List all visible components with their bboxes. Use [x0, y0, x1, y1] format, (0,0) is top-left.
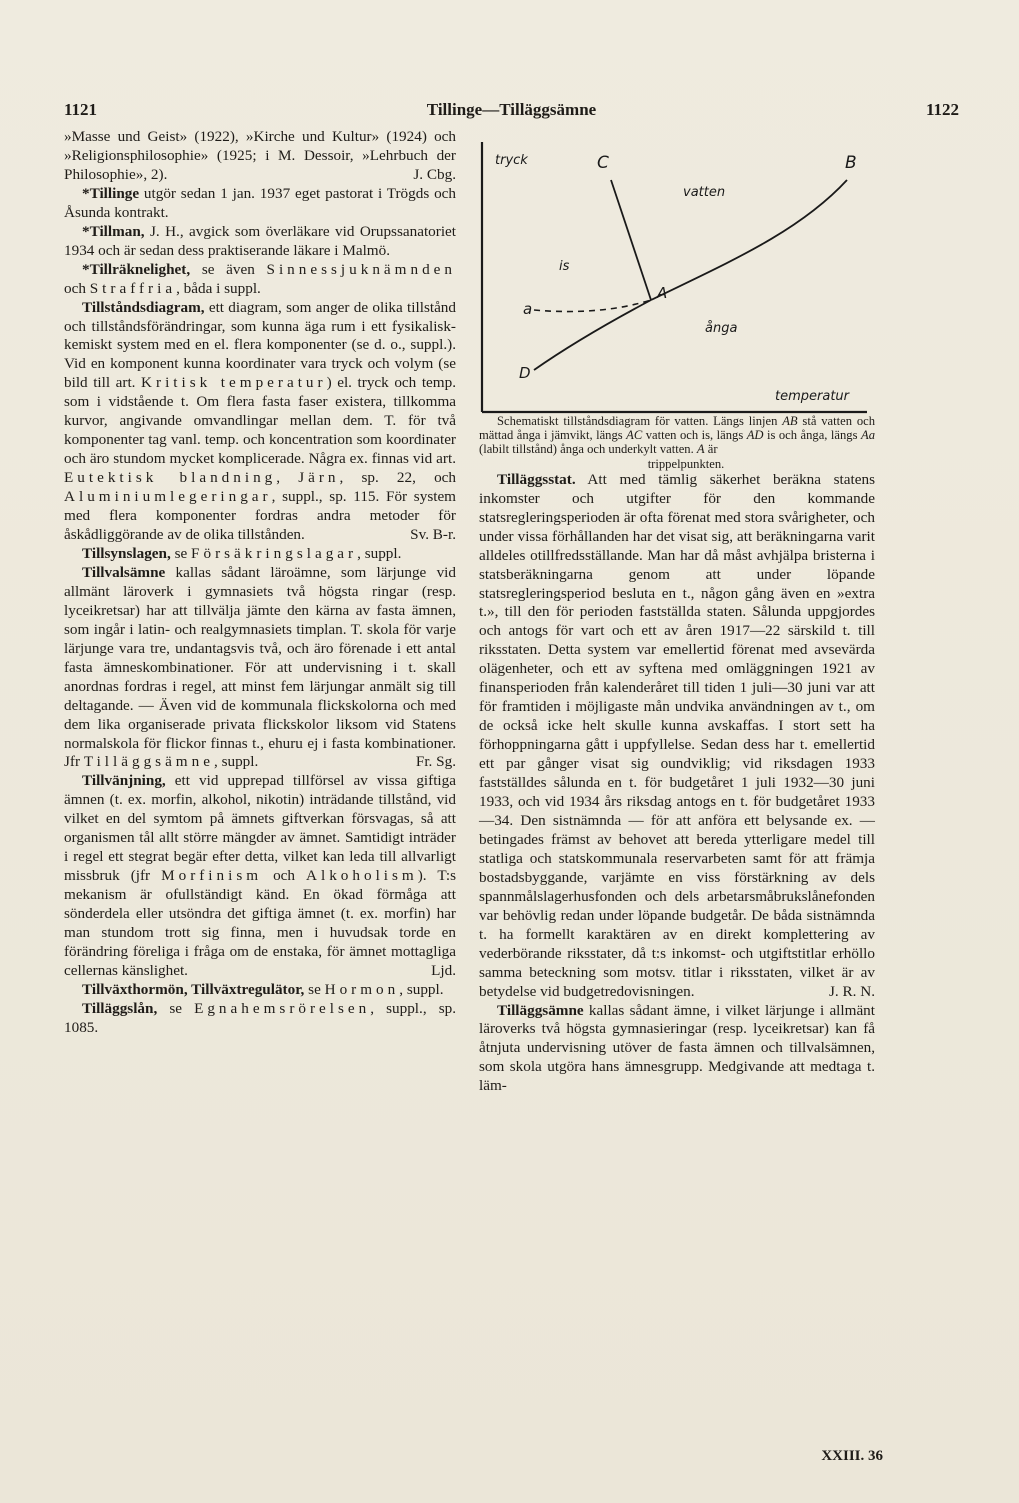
entry-headword: Tillvalsämne: [82, 563, 166, 581]
cross-reference[interactable]: Straffria: [89, 279, 177, 297]
page-header: [64, 100, 959, 124]
entry-headword: Tillvänjning,: [82, 772, 166, 790]
entry-headword: *Tillräknelighet,: [82, 260, 191, 278]
region-label-vapor: ånga: [705, 321, 738, 336]
cross-reference[interactable]: Sinnessjuknämnden: [266, 260, 456, 278]
entry-tillaggsamne: Tilläggsämne kallas sådant ämne, i vilket lärjunge i allmänt läroverks två högsta gymnasieringar (resp. lyceikretsar) kan få åtnjuta undervisning utöver de fasta ämnen och tillvalsämnen, som skola utgöra hans ämnesgrupp. Medgivande att medtaga t. läm-: [479, 1001, 875, 1095]
point-label-A: A: [657, 284, 668, 302]
entry-headword: Tilläggsstat.: [497, 470, 576, 488]
cross-reference[interactable]: Järn: [298, 469, 340, 487]
author-signature: Ljd.: [431, 961, 456, 979]
running-title: Tillinge—Tilläggsämne: [426, 100, 597, 119]
author-signature: Sv. B-r.: [410, 526, 456, 544]
entry-tillinge: *Tillinge utgör sedan 1 jan. 1937 eget pastorat i Trögds och Åsunda kontrakt.: [64, 184, 456, 221]
cross-reference[interactable]: Aluminiumlegeringar: [64, 488, 272, 506]
entry-tillaggslan: Tilläggslån, se Egnahemsrörelsen, suppl., sp. 1085.: [64, 999, 456, 1036]
point-label-D: D: [519, 364, 531, 382]
entry-headword: *Tillman,: [82, 222, 145, 240]
figure-caption: Schematiskt tillståndsdiagram för vatten. Längs linjen AB stå vatten och mättad ånga i jämvikt, längs AC vatten och is, längs AD is och ånga, längs Aa (labilt tillstånd) ånga och underkylt vatten. A är trippelpunkten.: [479, 414, 875, 471]
entry-tillsynslagen: Tillsynslagen, se Försäkringslagar, suppl.: [82, 544, 402, 562]
cross-reference[interactable]: Hormon: [324, 980, 400, 998]
entry-tillaggsstat: Tilläggsstat. Att med tämlig säkerhet beräkna statens inkomster och utgifter för den kommande statsregleringsperioden är ofta förenat med stora svårigheter, och under vissa förhållanden har det visat sig, att beräkningarna varit alldeles otillfredsställande. Man har då måst avhjälpa bristerna i statsberäkningarna genom att under löpande statsregleringsperiod besluta en t., någon gång även en »extra t.», till den för perioden fastställda staten. Sålunda uppgjordes och antogs för vart och ett av åren 1917—22 särskild t. till riksstaten. Detta system var emellertid förenat med avsevärda olägenheter, och ett av syftena med omläggningen 1921 av finansperioden från kalenderåret till tiden 1 juli—30 juni var att för framtiden i möjligaste mån undvika användningen av t., om de också icke helt skulle kunna avskaffas. I stort sett ha förhoppningarna gått i uppfyllelse. Sedan dess har t. emellertid ett par gånger visat sig oundviklig; vid riksdagen 1933 fastställdes sålunda en t. för budgetåret 1 juli 1932—30 juni 1933, och vid 1934 års riksdag antogs en t. för budgetåret 1933—34. Den sistnämnda — för att anföra ett belysande ex. — betingades främst av behovet att bereda ytterligare medel till statliga och statskommunala reservarbeten samt för att främja bostadsbyggande, varjämte en viss förstärkning av dels spannmålslagerhusfonden och dels arbetarsmåbrukslånefonden var behövlig redan under löpande budgetår. De båda sistnämnda t. ha formellt karaktären av en direkt komplettering av vederbörande riksstater, då t:s inkomst- och utgiftstitlar erhöllo samma beteckning som motsv. titlar i riksstaten, vilket är av betydelse vid budgetredovisningen. J. R. N.: [479, 470, 875, 1000]
cross-reference[interactable]: Kritisk temperatur: [141, 374, 327, 392]
axis-label-temperature: temperatur: [775, 389, 850, 404]
axis-label-pressure: tryck: [495, 153, 528, 168]
author-signature: J. Cbg.: [413, 165, 456, 183]
cross-reference[interactable]: Alkoholism: [306, 867, 418, 885]
entry-tillstandsdiagram: Tillståndsdiagram, ett diagram, som anger de olika tillstånd och tillståndsförändringar, som kunna äga rum i ett fysikalisk-kemiskt system med en el. flera komponenter (se d. o., suppl.). Vid en komponent kunna koordinater vara tryck och volym (se bild till art. Kritisk temperatur) el. tryck och temp. som i vidstående t. Om flera fasta faser existera, tillkomma kurvor, angivande omvandlingar mellan dem. T. för två komponenter tag vanl. temp. och koncentration som koordinater och äro stundom mycket komplicerade. Några ex. finnas vid art. Eutektisk blandning, Järn, sp. 22, och Aluminiumlegeringar, suppl., sp. 115. För system med flera komponenter fordras andra metoder för åskådliggörande av de olika tillstånden. Sv. B-r.: [64, 298, 456, 544]
entry-headword: *Tillinge: [82, 184, 140, 202]
entry-headword: Tilläggsämne: [497, 1001, 584, 1019]
cross-reference[interactable]: Morfinism: [161, 867, 263, 885]
entry-tillvanjning: Tillvänjning, ett vid upprepad tillförsel av vissa giftiga ämnen (t. ex. morfin, alkohol, nikotin) inträdande tillstånd, vid vilket en del symtom på ämnets giftverkan försvagas, så att organismen tål allt större mängder av ämnet. Samtidigt inträder i regel ett stegrat begär efter detta, vilket kan leda till allvarligt missbruk (jfr Morfinism och Alkoholism). T:s mekanism är ofullständigt känd. En ökad förmåga att sönderdela eller utsöndra det giftiga ämnet (t. ex. morfin) har man stundom trott sig finna, men i huvudsak torde en förändring föreliga i fråga om de enstaka, för ämnet mottagliga cellernas känslighet. Ljd.: [64, 772, 456, 979]
entry-headword: Tillståndsdiagram,: [82, 298, 205, 316]
entry-tillvaxthormon: Tillväxthormön, Tillväxtregulätor, se Hormon, suppl.: [82, 980, 444, 998]
entry-tillman: *Tillman, J. H., avgick som överläkare vid Orupssanatoriet 1934 och är sedan dess praktiserande läkare i Malmö.: [64, 222, 456, 259]
phase-diagram-drawing: [479, 142, 875, 414]
cross-reference[interactable]: Tilläggsämne: [83, 753, 214, 771]
volume-signature: XXIII. 36: [821, 1448, 883, 1464]
point-label-C: C: [597, 153, 609, 173]
author-signature: J. R. N.: [829, 982, 875, 1000]
left-column: [64, 128, 456, 1038]
region-label-water: vatten: [683, 185, 726, 200]
entry-headword: Tilläggslån,: [82, 999, 158, 1017]
phase-diagram: [479, 142, 875, 414]
point-label-B: B: [845, 153, 857, 173]
line-AC-melting: [611, 180, 651, 300]
cross-reference[interactable]: Försäkringslagar: [191, 544, 358, 562]
entry-headword: Tillväxthormön, Tillväxtregulätor,: [82, 980, 305, 998]
page-number-right: 1122: [925, 100, 959, 119]
cross-reference[interactable]: Eutektisk blandning: [64, 469, 277, 487]
right-column: [479, 128, 875, 1096]
line-AB-vaporization: [651, 180, 847, 300]
entry-tillraknelighet: *Tillräknelighet, se även Sinnessjuknämnden och Straffria, båda i suppl.: [64, 260, 456, 297]
entry-tillvalsamne: Tillvalsämne kallas sådant läroämne, som lärjunge vid allmänt läroverk i gymnasiets två högsta ringar (resp. lyceikretsar) har att tillvälja jämte den kärna av fasta ämnen, som ingår i latin- och realgymnasiets timplan. T. skola för varje lärjunge vara tre, undantagsvis två, och äro förenade i ett antal fasta ämneskombinationer. För att undervisning i t. skall anordnas fordras i regel, att minst fem lärjungar anmält sig till deltagande. — Även vid de kommunala flickskolorna och med dem lika organiserade privata flickskolor liksom vid Statens normalskola för flickor finnas t., ehuru ej i fasta kombinationer. Jfr Tilläggsämne, suppl. Fr. Sg.: [64, 563, 456, 771]
region-label-ice: is: [559, 259, 570, 274]
entry-headword: Tillsynslagen,: [82, 544, 171, 562]
author-signature: Fr. Sg.: [415, 753, 456, 771]
page-number-left: 1121: [64, 100, 98, 119]
point-label-a: a: [523, 300, 533, 318]
entry-continuation: »Masse und Geist» (1922), »Kirche und Kultur» (1924) och »Religionsphilosophie» (1925; i M. Dessoir, »Lehrbuch der Philosophie», 2). J. Cbg.: [64, 128, 456, 183]
cross-reference[interactable]: Egnahemsrörelsen: [194, 999, 371, 1017]
